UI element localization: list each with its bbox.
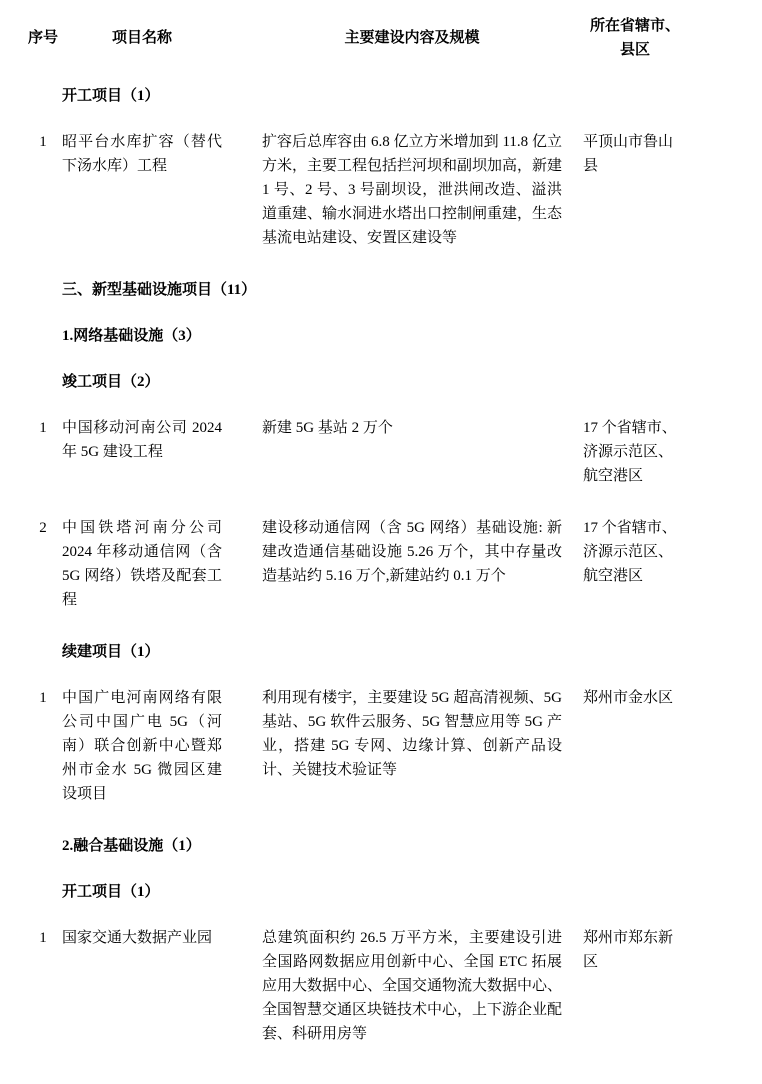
cell-content-scale: 新建 5G 基站 2 万个	[262, 420, 393, 436]
cell-project-name: 中国铁塔河南分公司 2024 年移动通信网（含 5G 网络）铁塔及配套工程	[62, 520, 222, 608]
section-heading-new-infrastructure: 三、新型基础设施项目（11）	[62, 282, 257, 298]
column-header-content-scale: 主要建设内容及规模	[344, 30, 480, 46]
cell-content-scale: 利用现有楼宇，主要建设 5G 超高清视频、5G 基站、5G 软件云服务、5G 智慧应用等 5G 产业，搭建 5G 专网、边缘计算、创新产品设计、关键技术验证等	[262, 690, 562, 778]
table-row	[24, 926, 762, 1046]
cell-index: 1	[39, 134, 47, 150]
section-heading-fusion-infrastructure: 2.融合基础设施（1）	[62, 838, 201, 854]
cell-location: 17 个省辖市、济源示范区、航空港区	[583, 420, 677, 484]
cell-project-name: 昭平台水库扩容（替代下汤水库）工程	[62, 134, 222, 174]
table-row	[24, 516, 762, 612]
section-heading-network-infrastructure: 1.网络基础设施（3）	[62, 328, 201, 344]
section-heading-xujian-1: 续建项目（1）	[62, 644, 160, 660]
column-header-location: 所在省辖市、县区	[589, 18, 680, 58]
section-heading-kaigong-1: 开工项目（1）	[62, 88, 160, 104]
section-heading-jungong-2: 竣工项目（2）	[62, 374, 160, 390]
table-row	[24, 416, 762, 488]
cell-index: 2	[39, 520, 47, 536]
cell-location: 17 个省辖市、济源示范区、航空港区	[583, 520, 677, 584]
cell-index: 1	[39, 420, 47, 436]
column-header-project-name: 项目名称	[111, 30, 172, 46]
cell-content-scale: 扩容后总库容由 6.8 亿立方米增加到 11.8 亿立方米，主要工程包括拦河坝和副坝加高，新建 1 号、2 号、3 号副坝设，泄洪闸改造、溢洪道重建、输水洞进水塔出口控制闸重建，生态基流电站建设、安置区建设等	[262, 134, 563, 246]
cell-content-scale: 总建筑面积约 26.5 万平方米，主要建设引进全国路网数据应用创新中心、全国 ETC 拓展应用大数据中心、全国交通物流大数据中心、全国智慧交通区块链技术中心，上下游企业配套、科研用房等	[262, 930, 563, 1042]
section-heading-kaigong-1b: 开工项目（1）	[62, 884, 160, 900]
table-row	[24, 130, 762, 250]
cell-location: 郑州市金水区	[583, 690, 674, 706]
table-header-row	[24, 14, 762, 62]
cell-index: 1	[39, 690, 47, 706]
cell-project-name: 中国移动河南公司 2024 年 5G 建设工程	[62, 420, 222, 460]
cell-index: 1	[39, 930, 47, 946]
cell-content-scale: 建设移动通信网（含 5G 网络）基础设施: 新建改造通信基础设施 5.26 万个，其中存量改造基站约 5.16 万个,新建站约 0.1 万个	[262, 520, 562, 584]
cell-location: 平顶山市鲁山县	[583, 134, 674, 174]
cell-location: 郑州市郑东新区	[583, 930, 674, 970]
cell-project-name: 中国广电河南网络有限公司中国广电 5G（河南）联合创新中心暨郑州市金水 5G 微园区建设项目	[62, 690, 222, 802]
cell-project-name: 国家交通大数据产业园	[62, 930, 213, 946]
table-row	[24, 686, 762, 806]
column-header-index: 序号	[27, 30, 58, 46]
